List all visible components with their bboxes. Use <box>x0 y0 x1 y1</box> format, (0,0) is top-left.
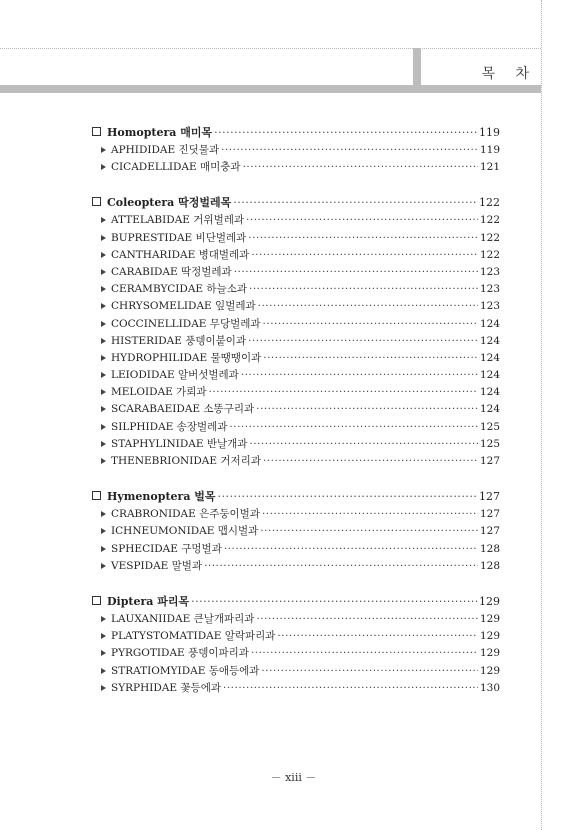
toc-entry-label: CERAMBYCIDAE 하늘소과 <box>111 283 247 296</box>
table-of-contents <box>92 124 500 715</box>
toc-entry-page: 124 <box>479 386 500 399</box>
checkbox-square-icon <box>92 197 101 206</box>
toc-entry-page: 122 <box>479 248 500 261</box>
toc-entry[interactable] <box>92 333 500 350</box>
toc-heading-label: Hymenoptera 벌목 <box>107 490 216 504</box>
toc-entry[interactable] <box>92 316 500 333</box>
triangle-bullet-icon <box>101 424 106 430</box>
dot-leader <box>251 249 478 261</box>
dot-leader <box>248 232 478 244</box>
dot-leader <box>277 630 478 642</box>
dot-leader <box>234 266 478 278</box>
toc-entry[interactable] <box>92 453 500 470</box>
toc-entry[interactable] <box>92 680 500 697</box>
toc-entry-page: 122 <box>479 214 500 227</box>
toc-entry-page: 129 <box>479 630 500 643</box>
toc-heading-label: Diptera 파리목 <box>107 594 190 608</box>
toc-entry[interactable] <box>92 645 500 662</box>
dot-leader <box>223 682 478 694</box>
triangle-bullet-icon <box>101 147 106 153</box>
toc-entry[interactable] <box>92 264 500 281</box>
triangle-bullet-icon <box>101 650 106 656</box>
toc-section <box>92 194 500 470</box>
toc-heading[interactable] <box>92 194 500 212</box>
toc-entry[interactable] <box>92 367 500 384</box>
triangle-bullet-icon <box>101 441 106 447</box>
triangle-bullet-icon <box>101 252 106 258</box>
toc-entry-page: 124 <box>479 317 500 330</box>
toc-entry[interactable] <box>92 350 500 367</box>
toc-section <box>92 593 500 697</box>
toc-entry-label: PLATYSTOMATIDAE 알락파리과 <box>111 630 276 643</box>
toc-section <box>92 124 500 176</box>
toc-entry[interactable] <box>92 230 500 247</box>
toc-section <box>92 488 500 575</box>
dot-leader <box>248 335 478 347</box>
toc-entry-label: HISTERIDAE 풍뎅이붙이과 <box>111 334 247 347</box>
toc-entry-page: 129 <box>479 612 500 625</box>
dot-leader <box>204 560 478 572</box>
toc-entry-label: CRABRONIDAE 은주둥이벌과 <box>111 508 260 521</box>
toc-entry[interactable] <box>92 298 500 315</box>
toc-entry-label: CICADELLIDAE 매미충과 <box>111 161 241 174</box>
toc-entry[interactable] <box>92 159 500 176</box>
dot-leader <box>260 525 478 537</box>
dot-leader <box>191 595 477 608</box>
toc-entry-page: 123 <box>479 283 500 296</box>
toc-entry-label: SYRPHIDAE 꽃등에과 <box>111 681 221 694</box>
toc-entry-label: CANTHARIDAE 병대벌레과 <box>111 248 250 261</box>
toc-entry-label: HYDROPHILIDAE 물땡땡이과 <box>111 351 262 364</box>
dot-leader <box>256 403 478 415</box>
toc-entry-page: 129 <box>479 647 500 660</box>
toc-entry-label: CHRYSOMELIDAE 잎벌레과 <box>111 300 256 313</box>
dot-leader <box>214 126 477 139</box>
dot-leader <box>233 196 477 209</box>
toc-entry-page: 124 <box>479 334 500 347</box>
toc-heading-page: 129 <box>479 594 500 608</box>
toc-entry-label: SCARABAEIDAE 소똥구리과 <box>111 403 255 416</box>
triangle-bullet-icon <box>101 338 106 344</box>
toc-entry-page: 128 <box>479 542 500 555</box>
toc-entry-label: CARABIDAE 딱정벌레과 <box>111 265 232 278</box>
dot-leader <box>243 161 478 173</box>
triangle-bullet-icon <box>101 269 106 275</box>
toc-entry-page: 119 <box>479 144 500 156</box>
toc-entry[interactable] <box>92 663 500 680</box>
toc-entry-page: 124 <box>479 369 500 382</box>
dot-leader <box>263 455 478 467</box>
toc-entry-label: STAPHYLINIDAE 반날개과 <box>111 437 248 450</box>
toc-heading[interactable] <box>92 488 500 506</box>
toc-entry-page: 127 <box>479 525 500 538</box>
dot-leader <box>263 318 478 330</box>
page-number: － xiii － <box>270 771 317 784</box>
triangle-bullet-icon <box>101 616 106 622</box>
toc-entry-label: MELOIDAE 가뢰과 <box>111 386 207 399</box>
checkbox-square-icon <box>92 491 101 500</box>
triangle-bullet-icon <box>101 164 106 170</box>
toc-entry[interactable] <box>92 384 500 401</box>
toc-entry-label: LEIODIDAE 알버섯벌레과 <box>111 369 239 382</box>
toc-entry-label: SILPHIDAE 송장벌레과 <box>111 420 228 433</box>
toc-entry[interactable] <box>92 281 500 298</box>
dot-leader <box>258 300 478 312</box>
dot-leader <box>262 508 478 520</box>
toc-entry-label: VESPIDAE 말벌과 <box>111 559 203 572</box>
toc-heading-page: 127 <box>479 490 500 504</box>
toc-entry[interactable] <box>92 523 500 540</box>
checkbox-square-icon <box>92 127 101 136</box>
triangle-bullet-icon <box>101 546 106 552</box>
toc-entry-page: 122 <box>479 231 500 244</box>
toc-entry[interactable] <box>92 419 500 436</box>
header-band <box>0 85 541 93</box>
toc-entry-page: 124 <box>479 351 500 364</box>
triangle-bullet-icon <box>101 685 106 691</box>
toc-entry-page: 121 <box>479 161 500 174</box>
toc-entry[interactable] <box>92 142 500 159</box>
toc-heading-label: Homoptera 매미목 <box>107 126 213 139</box>
toc-entry-label: LAUXANIIDAE 큰날개파리과 <box>111 612 255 625</box>
toc-entry-label: BUPRESTIDAE 비단벌레과 <box>111 231 247 244</box>
triangle-bullet-icon <box>101 668 106 674</box>
top-dotted-rule <box>0 48 541 49</box>
dot-leader <box>218 490 477 503</box>
triangle-bullet-icon <box>101 235 106 241</box>
triangle-bullet-icon <box>101 355 106 361</box>
toc-entry-label: ICHNEUMONIDAE 맵시벌과 <box>111 525 259 538</box>
dot-leader <box>241 369 478 381</box>
toc-entry-page: 128 <box>479 559 500 572</box>
toc-entry[interactable] <box>92 212 500 229</box>
toc-heading-page: 122 <box>479 196 500 210</box>
triangle-bullet-icon <box>101 303 106 309</box>
toc-entry[interactable] <box>92 436 500 453</box>
dot-leader <box>246 214 478 226</box>
dot-leader <box>263 352 478 364</box>
dot-leader <box>224 543 478 555</box>
triangle-bullet-icon <box>101 563 106 569</box>
checkbox-square-icon <box>92 596 101 605</box>
triangle-bullet-icon <box>101 528 106 534</box>
toc-heading[interactable] <box>92 124 500 142</box>
triangle-bullet-icon <box>101 511 106 517</box>
toc-entry-page: 127 <box>479 455 500 467</box>
toc-entry-label: ATTELABIDAE 거위벌레과 <box>111 214 245 227</box>
toc-entry[interactable] <box>92 506 500 523</box>
triangle-bullet-icon <box>101 406 106 412</box>
toc-heading-page: 119 <box>479 126 500 139</box>
toc-heading[interactable] <box>92 593 500 611</box>
triangle-bullet-icon <box>101 633 106 639</box>
toc-entry-label: COCCINELLIDAE 무당벌레과 <box>111 317 261 330</box>
toc-heading-label: Coleoptera 딱정벌레목 <box>107 196 232 210</box>
page-right-border <box>541 0 542 830</box>
dot-leader <box>221 144 478 156</box>
toc-entry-page: 127 <box>479 508 500 521</box>
toc-entry[interactable] <box>92 558 500 575</box>
dot-leader <box>256 613 478 625</box>
toc-entry-page: 129 <box>479 664 500 677</box>
toc-entry-label: APHIDIDAE 진딧물과 <box>111 144 220 156</box>
dot-leader <box>249 438 478 450</box>
toc-entry[interactable] <box>92 611 500 628</box>
triangle-bullet-icon <box>101 217 106 223</box>
toc-entry-page: 123 <box>479 300 500 313</box>
toc-entry-label: STRATIOMYIDAE 동애등에과 <box>111 664 260 677</box>
toc-entry-page: 125 <box>479 437 500 450</box>
toc-entry-label: SPHECIDAE 구멍벌과 <box>111 542 222 555</box>
toc-entry-page: 123 <box>479 265 500 278</box>
dot-leader <box>261 665 478 677</box>
dot-leader <box>249 283 478 295</box>
toc-entry[interactable] <box>92 628 500 645</box>
page-title: 목 차 <box>481 66 537 82</box>
triangle-bullet-icon <box>101 458 106 464</box>
triangle-bullet-icon <box>101 372 106 378</box>
triangle-bullet-icon <box>101 389 106 395</box>
dot-leader <box>209 386 478 398</box>
dot-leader <box>251 647 478 659</box>
triangle-bullet-icon <box>101 286 106 292</box>
toc-entry[interactable] <box>92 401 500 418</box>
toc-entry-page: 130 <box>479 681 500 694</box>
toc-entry[interactable] <box>92 541 500 558</box>
toc-entry[interactable] <box>92 247 500 264</box>
toc-entry-page: 124 <box>479 403 500 416</box>
toc-entry-label: PYRGOTIDAE 풍뎅이파리과 <box>111 647 249 660</box>
triangle-bullet-icon <box>101 321 106 327</box>
dot-leader <box>229 421 478 433</box>
toc-entry-page: 125 <box>479 420 500 433</box>
toc-entry-label: THENEBRIONIDAE 거저리과 <box>111 455 261 467</box>
